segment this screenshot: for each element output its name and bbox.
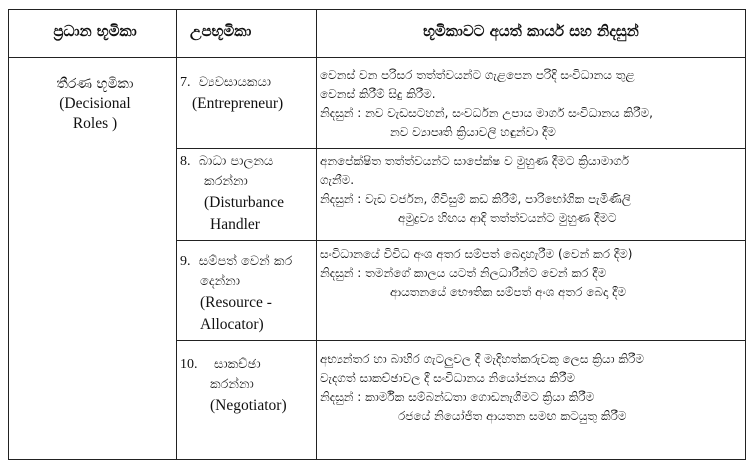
example-line: රජයේ නියෝජිත ආයතන සමඟ කටයුතු කිරීම <box>398 409 627 423</box>
sub-role-sinhala-2: කරන්නා <box>210 377 254 392</box>
sub-role-english-2: Handler <box>210 216 260 233</box>
task-line: සංවිධානයේ විවිධ අංශ අතර සම්පත් බෙදාහැරීම (වෙන් කර දීම) <box>320 247 633 261</box>
task-line: වෙනස් වන පරිසර තත්ත්වයන්ට ගැළපෙන පරිදි සංවිධානය තුළ <box>320 68 635 82</box>
task-line: අනපේක්ෂිත තත්ත්වයන්ට සාපේක්ෂ ව මුහුණ දීමට ක්‍රියාමාර්ග <box>320 154 630 168</box>
sub-role-sinhala: සාකච්ඡා <box>214 357 261 372</box>
header-sub-role: උපභූමිකා <box>190 22 252 40</box>
header-divider <box>8 57 746 58</box>
header-main-role: ප්‍රධාන භූමිකා <box>53 22 137 40</box>
sub-role-cell <box>180 73 314 115</box>
sub-role-sinhala-2: කරන්නා <box>204 174 248 189</box>
example-line: අමුද්‍රව්‍ය හිඟය ආදි තත්ත්වයන්ට මුහුණ දීමට <box>398 211 617 225</box>
main-role-english-2: Roles ) <box>72 115 118 132</box>
example-line: නිදසුන් : වැඩ වර්ජන, ගිවිසුම් කඩ කිරීම්, පාරිභෝගික පැමිණිලි <box>320 192 631 206</box>
example-line: ආයතනයේ භෞතික සම්පත් අංශ අතර බෙදා දීම <box>390 285 627 299</box>
example-line: නිදසුන් : තමන්ගේ කාලය යටත් නිලධාරීන්ට වෙන් කර දීම <box>320 266 607 280</box>
task-cell <box>320 66 740 142</box>
row-number: 7. <box>180 75 191 90</box>
task-line: වැදගත් සාකච්ඡාවල දී සංවිධානය නියෝජනය කිරීම <box>320 371 575 385</box>
task-line: ගැනීම. <box>320 173 355 187</box>
row-number: 10. <box>180 357 198 372</box>
sub-role-english: (Negotiator) <box>210 397 287 414</box>
row-divider <box>176 148 746 149</box>
sub-role-cell <box>180 152 314 236</box>
task-cell <box>320 152 740 228</box>
main-role-english-1: (Decisional <box>59 95 131 112</box>
example-line: නිදසුන් : නව වැඩසටහන්, සංවර්ධන උපාය මාර්ග සංවිධානය කිරීම, <box>320 106 653 120</box>
row-divider <box>176 340 746 341</box>
row-number: 8. <box>180 154 191 169</box>
task-line: වෙනස් කිරීම් සිදු කිරීම. <box>320 87 436 101</box>
main-role-sinhala: තීරණ භූමිකා <box>56 76 134 92</box>
main-role-cell <box>20 75 170 134</box>
task-cell <box>320 245 740 302</box>
example-line: නව ව්‍යාපෘති ක්‍රියාවලි හඳුන්වා දීම <box>390 125 556 139</box>
sub-role-sinhala: බාධා පාලනය <box>198 154 274 169</box>
sub-role-sinhala-2: දෙන්නා <box>200 274 241 289</box>
header-tasks-examples: භූමිකාවට අයත් කාර්ය සහ නිදසුන් <box>423 22 639 40</box>
sub-role-cell <box>180 355 314 417</box>
column-divider-2 <box>316 9 317 460</box>
example-line: නිදසුන් : කාර්මික සම්බන්ධතා ගොඩනැගීමට ක්‍රියා කිරීම <box>320 390 595 404</box>
task-line: අභ්‍යන්තර හා බාහිර ගැටලුවල දී මැදිහත්කරුවකු ලෙස ක්‍රියා කිරීම <box>320 352 645 366</box>
sub-role-sinhala: ව්‍යවසායකයා <box>198 75 272 90</box>
task-cell <box>320 350 740 426</box>
sub-role-english-2: Allocator) <box>200 316 264 333</box>
column-divider-1 <box>176 9 177 460</box>
sub-role-sinhala: සම්පත් වෙන් කර <box>198 254 293 269</box>
row-number: 9. <box>180 254 191 269</box>
sub-role-english: (Resource - <box>200 294 272 311</box>
sub-role-english: (Entrepreneur) <box>192 95 284 112</box>
sub-role-english: (Disturbance <box>204 194 285 211</box>
row-divider <box>176 240 746 241</box>
sub-role-cell <box>180 252 314 336</box>
